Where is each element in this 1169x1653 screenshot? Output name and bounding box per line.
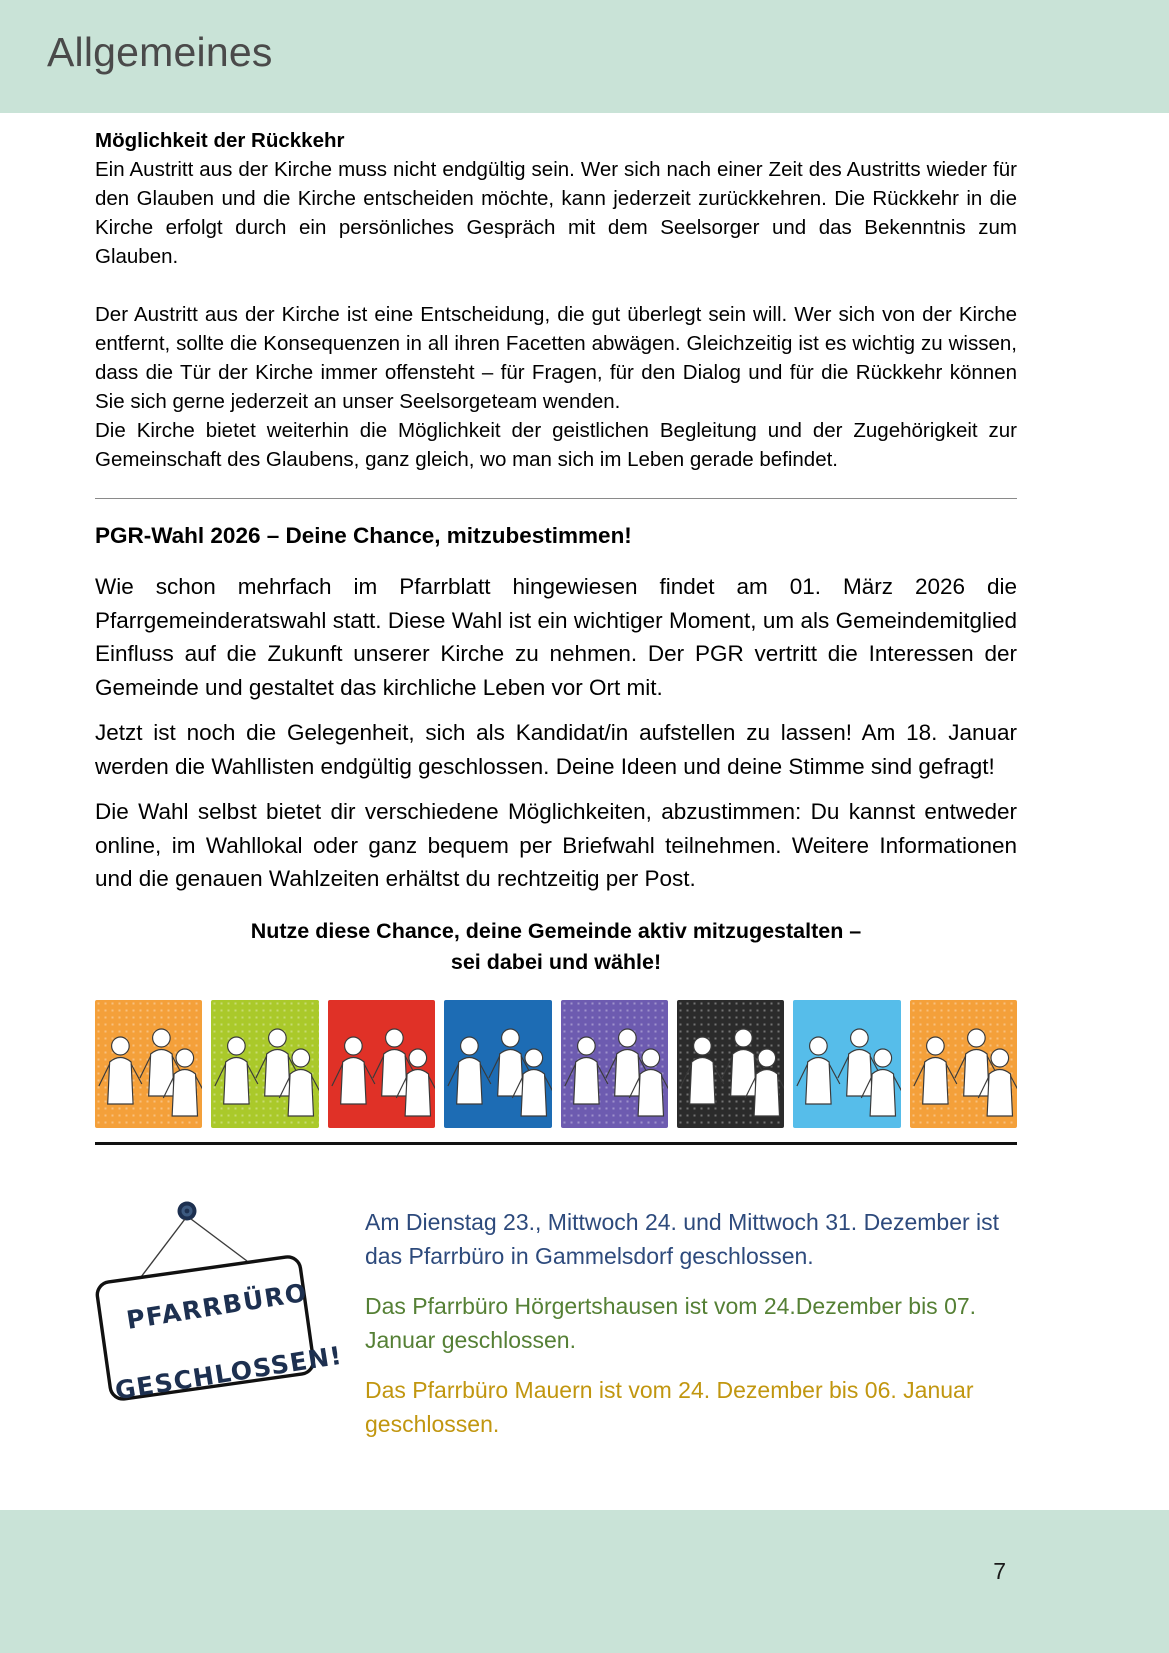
closure-notice-texts [365,1189,1017,1441]
comic-panel-gemeinde-tisch [95,1000,202,1128]
paragraph-spacer [95,271,1017,300]
section-divider-thin [95,498,1017,499]
panel-figures [793,1000,900,1128]
svg-text:PFARRBÜRO: PFARRBÜRO [124,1277,310,1335]
comic-strip-illustration [95,1000,1017,1128]
rueckkehr-paragraph-1: Ein Austritt aus der Kirche muss nicht endgültig sein. Wer sich nach einer Zeit des Austritts wieder für den Glauben und die Kirche entscheiden möchte, kann jederzeit zurückkehren. Die Rückkehr in die Kirche erfolgt durch ein persönliches Gespräch mit dem Seelsorger und das Bekenntnis zum Glauben. [95,158,1017,268]
pgr-callout [95,916,1017,978]
rueckkehr-paragraph-3: Die Kirche bietet weiterhin die Möglichkeit der geistlichen Begleitung und der Zugehörigkeit zur Gemeinschaft des Glaubens, ganz gleich, wo man sich im Leben gerade befindet. [95,419,1017,471]
panel-figures [677,1000,784,1128]
section-divider-thick [95,1142,1017,1145]
section-moeglichkeit-der-rueckkehr [95,126,1017,474]
closure-notice-1: Am Dienstag 23., Mittwoch 24. und Mittwoch 31. Dezember ist das Pfarrbüro in Gammelsdorf geschlossen. [365,1208,1000,1269]
section-heading-rueckkehr: Möglichkeit der Rückkehr [95,129,345,152]
page-title: Allgemeines [47,29,273,75]
panel-figures [561,1000,668,1128]
comic-strip-panels [95,1000,1017,1128]
page-content [95,126,1017,1441]
comic-panel-spaziergang [793,1000,900,1128]
section-heading-pgr-wahl: PGR-Wahl 2026 – Deine Chance, mitzubestimmen! [95,523,632,548]
page-footer-band [0,1510,1169,1653]
rueckkehr-paragraph-2: Der Austritt aus der Kirche ist eine Entscheidung, die gut überlegt sein will. Wer sich von der Kirche entfernt, sollte die Konsequenzen in all ihren Facetten abwägen. Gleichzeitig ist es wichtig zu wissen, dass die Tür der Kirche immer offensteht – für Fragen, für den Dialog und für die Rückkehr können Sie sich gerne jederzeit an unser Seelsorgeteam wenden. [95,303,1017,413]
panel-figures [910,1000,1017,1128]
comic-panel-begegnung [910,1000,1017,1128]
page-header-band [0,0,1169,113]
pgr-callout-line-2: sei dabei und wähle! [450,949,662,974]
comic-panel-gespraech [328,1000,435,1128]
svg-text:GESCHLOSSEN!: GESCHLOSSEN! [113,1340,345,1405]
pfarrbuero-geschlossen-sign [95,1189,365,1409]
comic-panel-lagerfeuer [677,1000,784,1128]
comic-panel-luftballons [561,1000,668,1128]
comic-panel-abstimmung [444,1000,551,1128]
panel-figures [95,1000,202,1128]
pgr-paragraph-2: Jetzt ist noch die Gelegenheit, sich als Kandidat/in aufstellen zu lassen! Am 18. Januar werden die Wahllisten endgültig geschlossen. Deine Ideen und deine Stimme sind gefragt! [95,720,1017,779]
pgr-callout-line-1: Nutze diese Chance, deine Gemeinde aktiv mitzugestalten – [250,918,862,943]
section-pgr-wahl-2026 [95,521,1017,978]
comic-panel-gaertnerin [211,1000,318,1128]
page-number: 7 [993,1558,1006,1584]
closure-notice-2: Das Pfarrbüro Hörgertshausen ist vom 24.Dezember bis 07. Januar geschlossen. [365,1292,977,1353]
closure-notice-3: Das Pfarrbüro Mauern ist vom 24. Dezember bis 06. Januar geschlossen. [365,1376,974,1437]
office-closure-notice [95,1189,1017,1441]
pgr-paragraph-3: Die Wahl selbst bietet dir verschiedene Möglichkeiten, abzustimmen: Du kannst entweder online, im Wahllokal oder ganz bequem per Briefwahl teilnehmen. Weitere Informationen und die genauen Wahlzeiten erhältst du rechtzeitig per Post. [95,799,1017,891]
panel-figures [328,1000,435,1128]
panel-figures [211,1000,318,1128]
pgr-paragraph-1: Wie schon mehrfach im Pfarrblatt hingewiesen findet am 01. März 2026 die Pfarrgemeinderatswahl statt. Diese Wahl ist ein wichtiger Moment, um als Gemeindemitglied Einfluss auf die Zukunft unserer Kirche zu nehmen. Der PGR vertritt die Interessen der Gemeinde und gestaltet das kirchliche Leben vor Ort mit. [95,574,1017,700]
panel-figures [444,1000,551,1128]
